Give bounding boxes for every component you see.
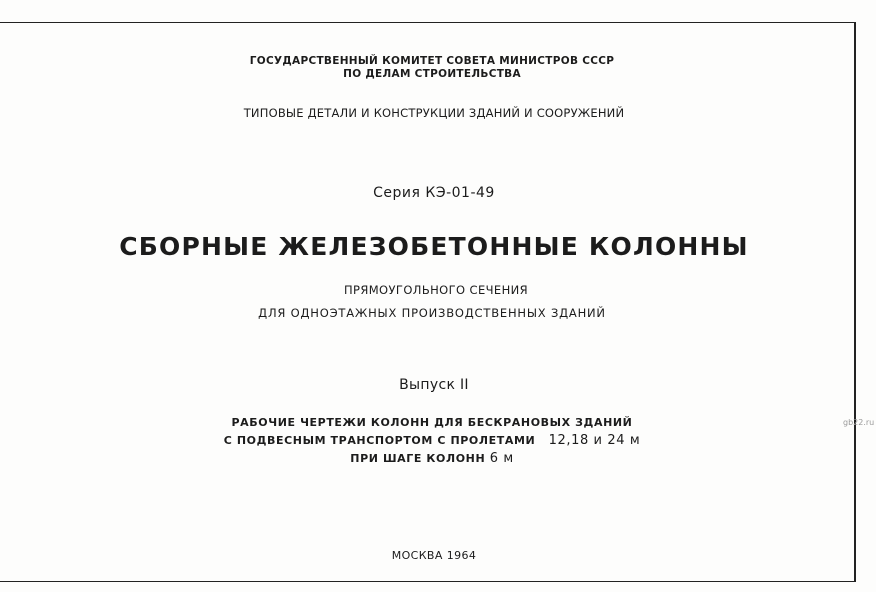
committee-name: ГОСУДАРСТВЕННЫЙ КОМИТЕТ СОВЕТА МИНИСТРОВ СССР — [249, 55, 615, 67]
place-and-year: МОСКВА 1964 — [391, 549, 477, 562]
span-values: 12,18 и 24 м — [548, 433, 641, 448]
subtitle-line-2: ДЛЯ ОДНОЭТАЖНЫХ ПРОИЗВОДСТВЕННЫХ ЗДАНИЙ — [258, 306, 606, 320]
document-title: СБОРНЫЕ ЖЕЛЕЗОБЕТОННЫЕ КОЛОННЫ — [119, 232, 749, 261]
issue-number: Выпуск II — [399, 377, 469, 393]
frame-top-border — [0, 22, 856, 23]
column-step-value: 6 м — [489, 451, 514, 466]
description-line-2 — [0, 433, 870, 448]
description-line-3-text: ПРИ ШАГЕ КОЛОНН — [350, 452, 486, 465]
series-number: Серия КЭ-01-49 — [373, 185, 495, 201]
collection-title: ТИПОВЫЕ ДЕТАЛИ И КОНСТРУКЦИИ ЗДАНИЙ И СООРУЖЕНИЙ — [243, 106, 625, 120]
watermark-text: gb22.ru — [843, 418, 875, 427]
committee-department: ПО ДЕЛАМ СТРОИТЕЛЬСТВА — [343, 68, 521, 80]
frame-bottom-border — [0, 581, 856, 582]
description-line-3 — [0, 451, 870, 466]
description-line-1: РАБОЧИЕ ЧЕРТЕЖИ КОЛОНН ДЛЯ БЕСКРАНОВЫХ ЗДАНИЙ — [231, 416, 633, 429]
description-line-2-text: С ПОДВЕСНЫМ ТРАНСПОРТОМ С ПРОЛЕТАМИ — [223, 434, 536, 447]
subtitle-line-1: ПРЯМОУГОЛЬНОГО СЕЧЕНИЯ — [343, 283, 529, 297]
